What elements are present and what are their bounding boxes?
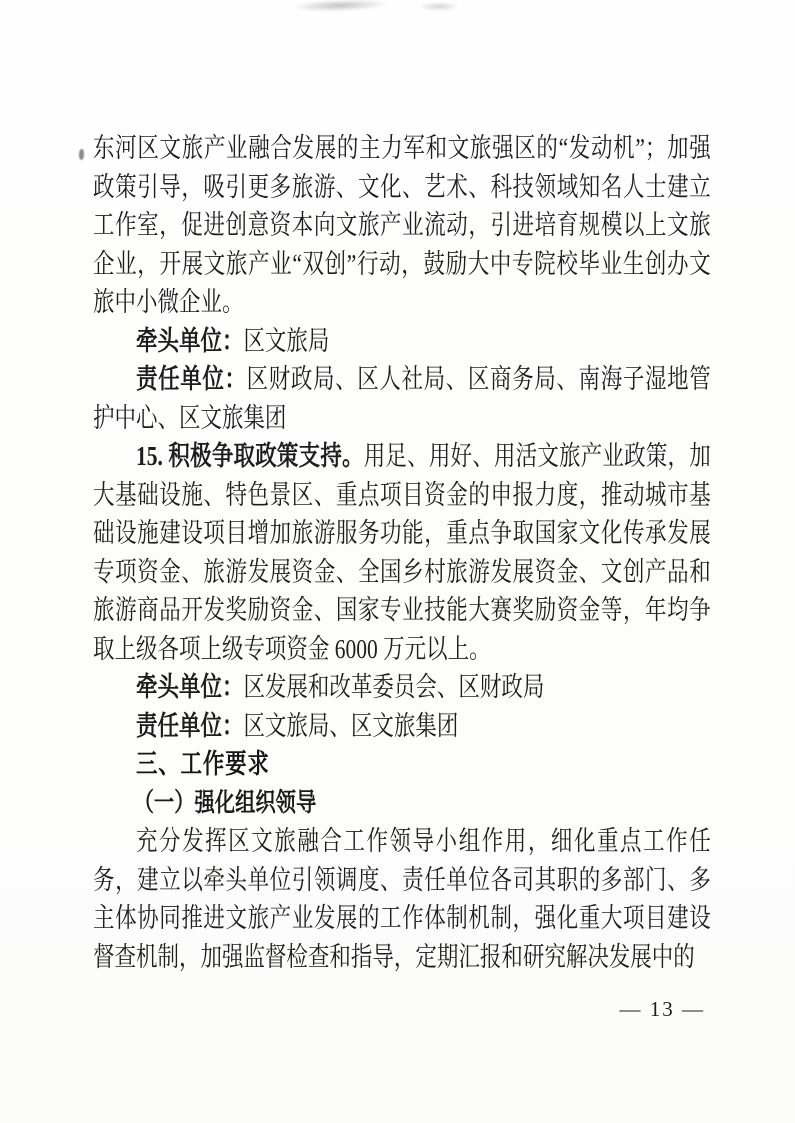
- document-body: [93, 129, 711, 976]
- paragraph-closing: 充分发挥区文旅融合工作领导小组作用，细化重点工作任务，建立以牵头单位引领调度、责任单位各司其职的多部门、多主体协同推进文旅产业发展的工作体制机制，强化重大项目建设督查机制，加强监督检查和指导，定期汇报和研究解决发展中的: [93, 826, 711, 972]
- responsible-unit-value: 区财政局、区人社局、区商务局、南海子湿地管护中心、区文旅集团: [93, 364, 711, 433]
- lead-unit-value: 区文旅局: [243, 325, 330, 356]
- responsible-unit-label: 责任单位：: [135, 710, 244, 741]
- section-heading: 三、工作要求: [135, 749, 270, 779]
- page-number: — 13 —: [619, 997, 705, 1021]
- item-15-paragraph: [93, 437, 711, 668]
- lead-unit-line-2: [93, 668, 711, 707]
- scan-speck: [79, 149, 84, 160]
- responsible-unit-line-1: [93, 360, 711, 437]
- scan-smudge: [295, 0, 385, 13]
- lead-unit-line-1: [93, 322, 711, 361]
- paragraph-continuation: 东河区文旅产业融合发展的主力军和文旅强区的“发动机”；加强政策引导，吸引更多旅游、文化、艺术、科技领域知名人士建立工作室，促进创意资本向文旅产业流动，引进培育规模以上文旅企业，开展文旅产业“双创”行动，鼓励大中专院校毕业生创办文旅中小微企业。: [93, 133, 711, 317]
- lead-unit-label: 牵头单位：: [135, 325, 244, 356]
- item-15-body: 用足、用好、用活文旅产业政策，加大基础设施、特色景区、重点项目资金的申报力度，推动城市基础设施建设项目增加旅游服务功能，重点争取国家文化传承发展专项资金、旅游发展资金、全国乡村旅游发展资金、文创产品和旅游商品开发奖励资金、国家专业技能大赛奖励资金等，年均争取上级各项上级专项资金 6000 万元以上。: [93, 441, 711, 664]
- responsible-unit-value: 区文旅局、区文旅集团: [243, 710, 459, 741]
- subsection-heading: （一）强化组织领导: [133, 788, 317, 817]
- lead-unit-label: 牵头单位：: [135, 672, 244, 702]
- scan-smudge: [418, 2, 460, 11]
- responsible-unit-label: 责任单位：: [135, 364, 247, 394]
- responsible-unit-line-2: [93, 707, 711, 746]
- lead-unit-value: 区发展和改革委员会、区财政局: [243, 672, 545, 702]
- item-15-lead: 15. 积极争取政策支持。: [135, 441, 364, 471]
